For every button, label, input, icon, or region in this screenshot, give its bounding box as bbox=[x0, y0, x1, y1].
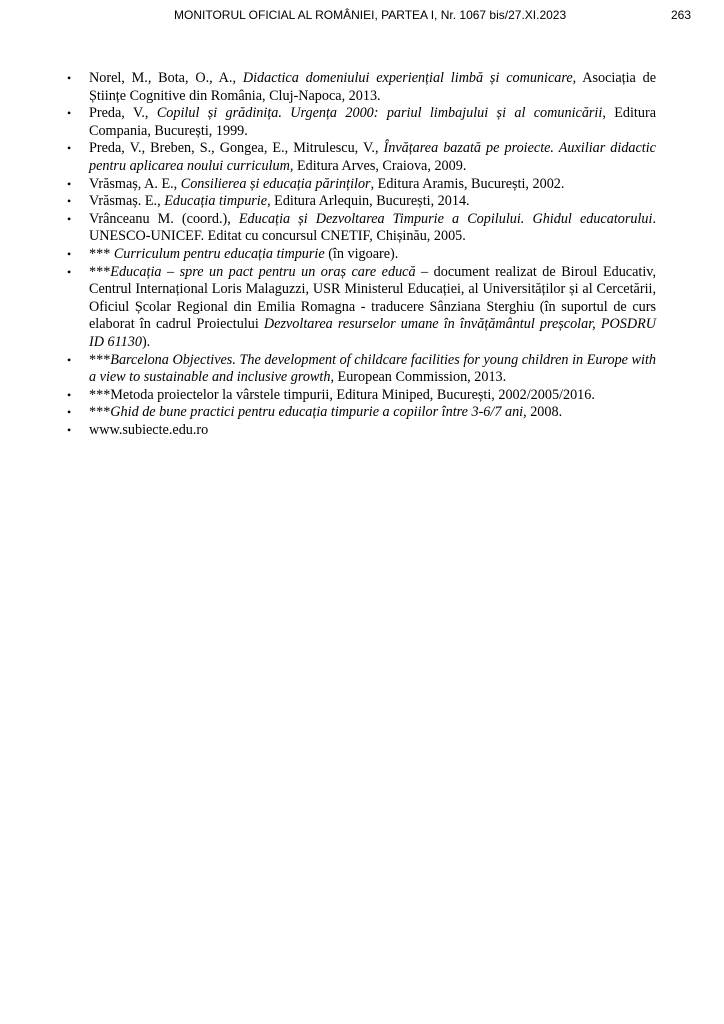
bullet-icon: • bbox=[67, 211, 72, 226]
page-header bbox=[0, 8, 724, 26]
bullet-icon: • bbox=[67, 71, 72, 85]
reference-title: Consilierea și educația părinților bbox=[180, 175, 371, 192]
bibliography-item bbox=[67, 105, 656, 140]
bibliography-list bbox=[67, 70, 656, 439]
bullet-icon: • bbox=[67, 176, 72, 191]
reference-text: Preda, V., Breben, S., Gongea, E., Mitrulescu, V., bbox=[89, 140, 384, 157]
bullet-icon: • bbox=[67, 141, 72, 156]
reference-title: Curriculum pentru educația timpurie bbox=[113, 245, 325, 262]
reference-title: Didactica domeniului experiențial limbă și comunicare bbox=[242, 70, 573, 86]
bullet-icon: • bbox=[67, 422, 72, 437]
reference-title: Dezvoltarea resurselor umane în învățământul preșcolar, POSDRU ID 61130 bbox=[89, 316, 656, 350]
bibliography-item bbox=[67, 387, 656, 405]
bibliography-item bbox=[67, 176, 656, 194]
reference-text: Vrânceanu M. (coord.), bbox=[89, 210, 239, 227]
bibliography-item bbox=[67, 193, 656, 211]
reference-text: , Editura Arves, Craiova, 2009. bbox=[289, 157, 467, 174]
reference-text: , Editura Aramis, București, 2002. bbox=[370, 175, 565, 192]
bullet-icon: • bbox=[67, 246, 72, 261]
reference-text: 2008. bbox=[526, 404, 563, 421]
reference-text: , Asociația de Științe Cognitive din România, Cluj-Napoca, 2013. bbox=[89, 70, 657, 104]
bibliography-item bbox=[67, 246, 656, 264]
reference-title: Învățarea bazată pe proiecte. Auxiliar didactic pentru aplicarea noului curriculum bbox=[89, 140, 656, 174]
bibliography-item bbox=[67, 404, 656, 422]
reference-title: Educația timpurie bbox=[164, 193, 268, 210]
bullet-icon: • bbox=[67, 194, 72, 209]
bullet-icon: • bbox=[67, 352, 72, 367]
reference-text: . UNESCO-UNICEF. Editat cu concursul CNETIF, Chișinău, 2005. bbox=[89, 210, 656, 245]
bibliography-item bbox=[67, 140, 656, 175]
reference-title: Educația și Dezvoltarea Timpurie a Copilului. Ghidul educatorului bbox=[238, 210, 653, 227]
bullet-icon: • bbox=[67, 387, 72, 402]
reference-text: Vrăsmaș, A. E., bbox=[89, 175, 181, 192]
reference-text: *** bbox=[89, 351, 111, 368]
reference-text: , Editura Arlequin, București, 2014. bbox=[267, 193, 470, 210]
reference-text: www.subiecte.edu.ro bbox=[89, 421, 209, 438]
bullet-icon: • bbox=[67, 106, 72, 121]
bullet-icon: • bbox=[67, 264, 72, 279]
reference-text: ). bbox=[141, 333, 151, 350]
reference-text: Vrăsmaș. E., bbox=[89, 193, 165, 210]
bibliography-item bbox=[67, 70, 656, 105]
bibliography-item bbox=[67, 264, 656, 352]
reference-text: *** bbox=[89, 263, 111, 280]
bullet-icon: • bbox=[67, 405, 72, 420]
header-title: MONITORUL OFICIAL AL ROMÂNIEI, PARTEA I, Nr. 1067 bis/27.XI.2023 bbox=[174, 8, 567, 22]
reference-text: , Editura Compania, București, 1999. bbox=[89, 105, 656, 139]
reference-title: Barcelona Objectives. The development of childcare facilities for young children in Europe with a view to sustainable and inclusive growth bbox=[89, 351, 656, 386]
reference-title: Educația – spre un pact pentru un oraș care educă bbox=[110, 263, 416, 280]
bibliography-item bbox=[67, 422, 656, 440]
bibliography-item bbox=[67, 211, 656, 246]
reference-text: – document realizat de Biroul Educativ, Centrul Internațional Loris Malaguzzi, USR Ministerul Educației, al Universităților și al Cercetării, Oficiul Școlar Regional din Emilia Romagna - traducere Sânziana Sterghiu (în suportul de curs elaborat în cadrul Proiectului bbox=[89, 263, 656, 333]
reference-text: Norel, M., Bota, O., A., bbox=[89, 70, 243, 86]
reference-text: Preda, V., bbox=[89, 105, 157, 122]
bibliography-item bbox=[67, 352, 656, 387]
reference-text: *** bbox=[89, 245, 114, 262]
reference-text: , European Commission, 2013. bbox=[330, 369, 507, 386]
page-number: 263 bbox=[670, 8, 691, 22]
reference-title: Ghid de bune practici pentru educația timpurie a copiilor între 3-6/7 ani, bbox=[110, 404, 527, 421]
reference-text: *** bbox=[89, 404, 111, 421]
reference-text: ***Metoda proiectelor la vârstele timpurii, Editura Miniped, București, 2002/2005/2016. bbox=[89, 386, 595, 403]
reference-text: (în vigoare). bbox=[324, 245, 399, 262]
reference-title: Copilul și grădinița. Urgența 2000: pariul limbajului și al comunicării bbox=[156, 105, 603, 122]
